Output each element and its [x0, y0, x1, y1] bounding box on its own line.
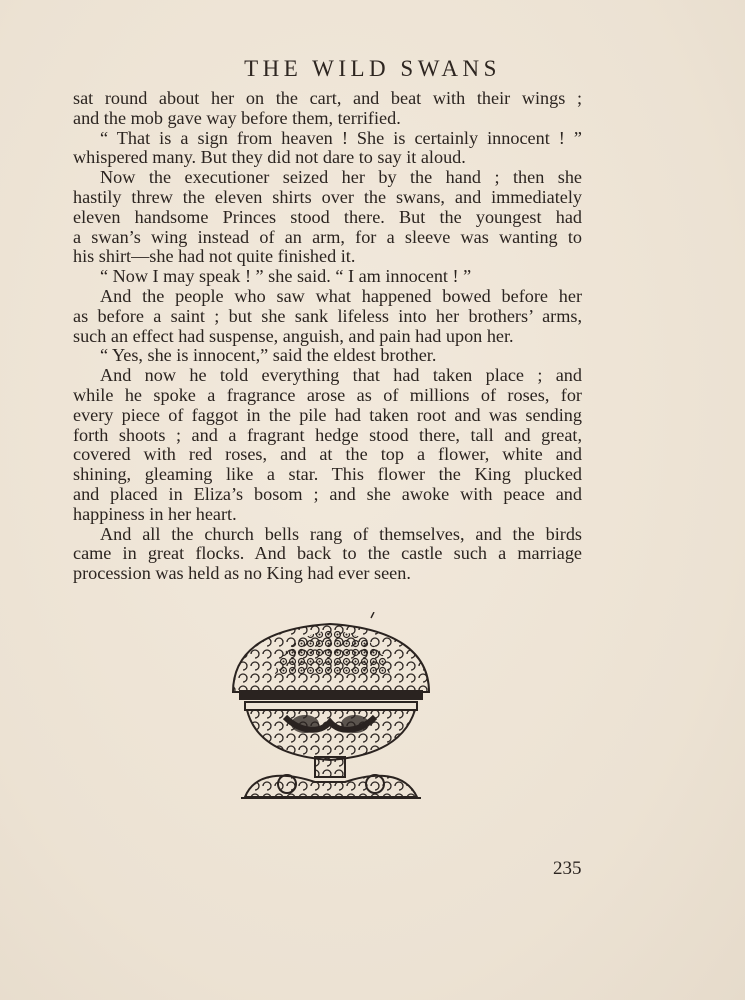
- text-line: Now the executioner seized her by the hand ; then she: [100, 167, 582, 188]
- text-line: “ Now I may speak ! ” she said. “ I am innocent ! ”: [100, 266, 472, 287]
- text-line: And now he told everything that had taken place ; and: [100, 365, 582, 386]
- text-line: and the mob gave way before them, terrified.: [73, 107, 401, 128]
- text-line: forth shoots ; and a fragrant hedge stood there, tall and great,: [73, 424, 582, 445]
- text-line: his shirt—she had not quite finished it.: [73, 246, 356, 267]
- text-line: a swan’s wing instead of an arm, for a sleeve was wanting to: [73, 226, 582, 247]
- text-line: “ Yes, she is innocent,” said the eldest brother.: [100, 345, 437, 366]
- text-line: procession was held as no King had ever seen.: [73, 563, 411, 584]
- text-line: while he spoke a fragrance arose as of millions of roses, for: [73, 384, 582, 405]
- text-line: such an effect had suspense, anguish, and pain had upon her.: [73, 325, 514, 346]
- text-line: And all the church bells rang of themselves, and the birds: [100, 523, 582, 544]
- page-number: 235: [553, 858, 582, 879]
- text-line: covered with red roses, and at the top a flower, white and: [73, 444, 582, 465]
- text-line: sat round about her on the cart, and beat with their wings ;: [73, 88, 582, 108]
- body-text: [73, 89, 582, 584]
- text-line: whispered many. But they did not dare to say it aloud.: [73, 147, 466, 168]
- text-line: came in great flocks. And back to the castle such a marriage: [73, 543, 582, 564]
- text-line: And the people who saw what happened bowed before her: [100, 285, 582, 306]
- text-line: happiness in her heart.: [73, 503, 237, 524]
- text-line: and placed in Eliza’s bosom ; and she awoke with peace and: [73, 483, 582, 504]
- text-line: shining, gleaming like a star. This flower the King plucked: [73, 464, 582, 485]
- flower-basket-ornament: [225, 612, 435, 802]
- text-line: hastily threw the eleven shirts over the swans, and immediately: [73, 186, 582, 207]
- text-line: “ That is a sign from heaven ! She is certainly innocent ! ”: [100, 127, 582, 148]
- text-line: eleven handsome Princes stood there. But the youngest had: [73, 206, 582, 227]
- text-line: as before a saint ; but she sank lifeless into her brothers’ arms,: [73, 305, 582, 326]
- text-line: every piece of faggot in the pile had taken root and was sending: [73, 404, 582, 425]
- running-head: THE WILD SWANS: [244, 56, 501, 81]
